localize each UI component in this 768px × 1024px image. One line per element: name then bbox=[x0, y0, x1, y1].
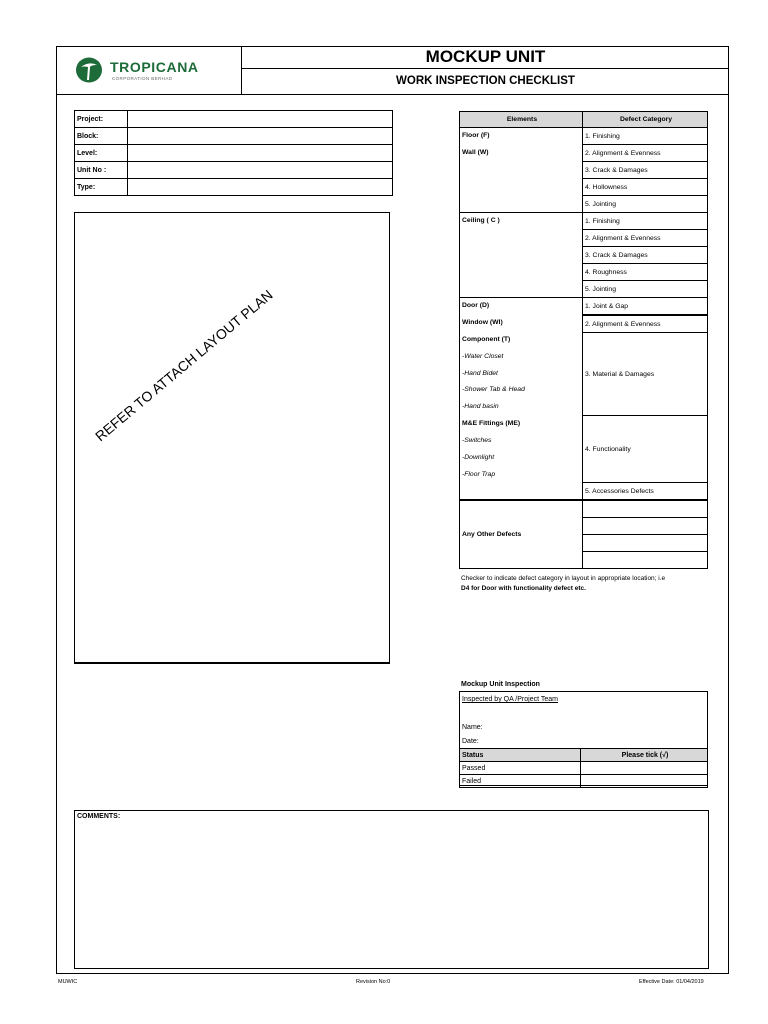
field-label: Project: bbox=[75, 111, 128, 128]
status-header: Status bbox=[460, 749, 581, 762]
category-cell: 4. Hollowness bbox=[583, 179, 708, 196]
defects-table bbox=[459, 111, 708, 569]
inspected-by-label: Inspected by QA /Project Team bbox=[462, 696, 558, 703]
category-cell: 1. Joint & Gap bbox=[583, 298, 708, 316]
page-title: MOCKUP UNIT bbox=[242, 46, 729, 69]
tick-cell-passed[interactable] bbox=[581, 762, 708, 775]
category-cell: 3. Crack & Damages bbox=[583, 247, 708, 264]
status-header-row bbox=[460, 749, 708, 762]
element-label: Window (WI) bbox=[462, 318, 503, 326]
checker-note bbox=[461, 574, 711, 594]
element-sublabel: -Floor Trap bbox=[462, 470, 496, 478]
project-field[interactable] bbox=[128, 111, 393, 128]
layout-plan-box bbox=[74, 212, 390, 664]
element-label: M&E Fittings (ME) bbox=[462, 420, 521, 428]
status-table bbox=[459, 748, 708, 788]
element-label: Ceiling ( C ) bbox=[462, 217, 500, 224]
name-label[interactable]: Name: bbox=[462, 724, 483, 731]
category-cell: 4. Roughness bbox=[583, 264, 708, 281]
note-line: Checker to indicate defect category in layout in appropriate location; i.e bbox=[461, 575, 666, 582]
logo-subtext: CORPORATION BERHAD bbox=[112, 76, 173, 81]
footer-effective-date: Effective Date: 01/04/2019 bbox=[639, 979, 704, 985]
layout-plan-text: REFER TO ATTACH LAYOUT PLAN bbox=[92, 286, 276, 445]
category-cell: 4. Functionality bbox=[583, 416, 708, 483]
elements-door-window-component bbox=[460, 298, 583, 501]
element-label: Component (T) bbox=[462, 335, 511, 343]
unit-no-row bbox=[75, 162, 393, 179]
table-row bbox=[460, 128, 708, 145]
status-label: Failed bbox=[460, 775, 581, 788]
category-cell-blank[interactable] bbox=[583, 500, 708, 518]
block-field[interactable] bbox=[128, 128, 393, 145]
status-row bbox=[460, 775, 708, 788]
category-cell: 1. Finishing bbox=[583, 213, 708, 230]
type-row bbox=[75, 179, 393, 196]
category-cell: 3. Crack & Damages bbox=[583, 162, 708, 179]
level-row bbox=[75, 145, 393, 162]
type-field[interactable] bbox=[128, 179, 393, 196]
status-label: Passed bbox=[460, 762, 581, 775]
category-cell: 5. Accessories Defects bbox=[583, 483, 708, 501]
table-row bbox=[460, 298, 708, 316]
category-cell-blank[interactable] bbox=[583, 552, 708, 569]
field-label: Level: bbox=[75, 145, 128, 162]
elements-floor-wall bbox=[460, 128, 583, 213]
element-label: Floor (F) bbox=[462, 132, 490, 139]
element-sublabel: -Water Closet bbox=[462, 352, 504, 360]
date-label[interactable]: Date: bbox=[462, 738, 479, 745]
category-cell-blank[interactable] bbox=[583, 518, 708, 535]
comments-label: COMMENTS: bbox=[77, 813, 121, 820]
page-subtitle: WORK INSPECTION CHECKLIST bbox=[242, 69, 729, 95]
elements-header: Elements bbox=[460, 112, 583, 128]
tick-header: Please tick (√) bbox=[581, 749, 708, 762]
category-cell: 2. Alignment & Evenness bbox=[583, 230, 708, 247]
field-label: Type: bbox=[75, 179, 128, 196]
category-header: Defect Category bbox=[583, 112, 708, 128]
elements-ceiling bbox=[460, 213, 583, 298]
status-row bbox=[460, 762, 708, 775]
footer-code: MUWIC bbox=[58, 979, 78, 985]
inspection-title: Mockup Unit Inspection bbox=[461, 681, 540, 688]
footer-revision: Revision No:0 bbox=[356, 979, 391, 985]
element-sublabel: -Hand basin bbox=[462, 403, 499, 411]
table-header-row bbox=[460, 112, 708, 128]
table-row bbox=[460, 500, 708, 518]
inspection-box bbox=[459, 691, 708, 786]
category-cell-blank[interactable] bbox=[583, 535, 708, 552]
tick-cell-failed[interactable] bbox=[581, 775, 708, 788]
element-label: Door (D) bbox=[462, 302, 490, 309]
note-line: D4 for Door with functionality defect etc. bbox=[461, 585, 586, 592]
category-cell: 5. Jointing bbox=[583, 281, 708, 298]
category-cell: 3. Material & Damages bbox=[583, 333, 708, 416]
unit-no-field[interactable] bbox=[128, 162, 393, 179]
level-field[interactable] bbox=[128, 145, 393, 162]
element-sublabel: -Shower Tab & Head bbox=[462, 386, 525, 394]
project-row bbox=[75, 111, 393, 128]
category-cell: 2. Alignment & Evenness bbox=[583, 315, 708, 333]
element-sublabel: -Downlight bbox=[462, 454, 495, 462]
field-label: Unit No : bbox=[75, 162, 128, 179]
project-info-table bbox=[74, 110, 393, 196]
element-sublabel: -Hand Bidet bbox=[462, 369, 498, 377]
field-label: Block: bbox=[75, 128, 128, 145]
category-cell: 2. Alignment & Evenness bbox=[583, 145, 708, 162]
element-label: Wall (W) bbox=[462, 148, 489, 156]
element-sublabel: -Switches bbox=[462, 437, 492, 445]
table-row bbox=[460, 213, 708, 230]
tropicana-logo-icon bbox=[74, 56, 104, 84]
category-cell: 5. Jointing bbox=[583, 196, 708, 213]
category-cell: 1. Finishing bbox=[583, 128, 708, 145]
logo-text: TROPICANA bbox=[110, 59, 199, 75]
comments-box[interactable] bbox=[74, 810, 709, 969]
block-row bbox=[75, 128, 393, 145]
element-label-other-defects: Any Other Defects bbox=[460, 500, 583, 569]
